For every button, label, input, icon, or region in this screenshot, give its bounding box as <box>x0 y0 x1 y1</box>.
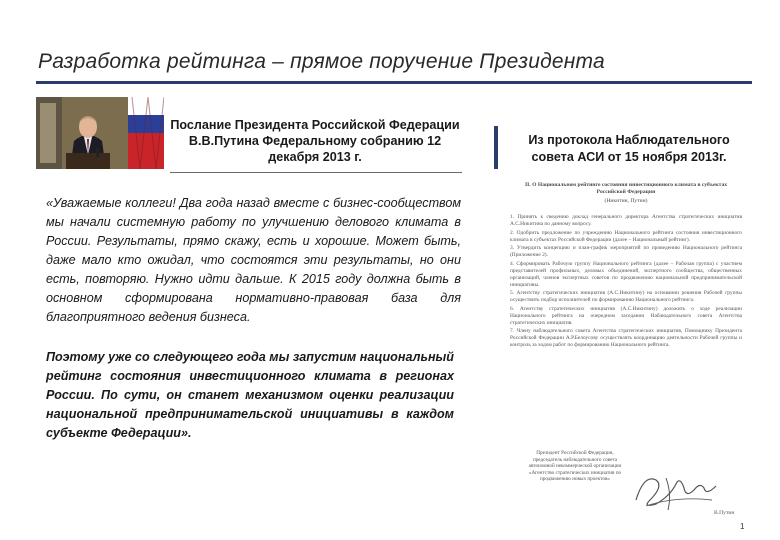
doc-heading <box>514 182 738 205</box>
doc-paragraph: 3. Утвердить концепцию и план-график мероприятий по проведению Национального рейтинга (Приложение 2). <box>510 245 742 258</box>
speech-quote-part1: «Уважаемые коллеги! Два года назад вместе с бизнес-сообществом мы начали системную работу по улучшению делового климата в России. Результаты, прямо скажу, есть и хорошие. Может быть, даже мало кто ожидал, что состоятся эти результаты, но они есть, повторяю. Нужно идти дальше. К 2015 году должна быть в основном сформирована нормативно-правовая база для благоприятного ведения бизнеса. <box>46 196 461 324</box>
protocol-accent-bar <box>494 126 498 169</box>
title-underline <box>36 81 752 84</box>
speech-quote-part2: Поэтому уже со следующего года мы запустим национальный рейтинг состояния инвестиционного климата в регионах России. По сути, он станет механизмом оценки реализации национальной предпринимательской инициативы в каждом субъекте Федерации». <box>46 350 454 440</box>
doc-heading-text: II. О Национальном рейтинге состояния инвестиционного климата в субъектах Российской Федерации <box>524 182 728 195</box>
handwritten-signature <box>626 466 726 516</box>
doc-heading-note: (Никитин, Путин) <box>604 198 648 204</box>
protocol-document-scan <box>500 180 752 520</box>
doc-signature-block: Президент Российской Федерации, председатель наблюдательного совета автономной некоммерческой организации «Агентство стратегических инициатив по продвижению новых проектов» <box>528 450 622 482</box>
protocol-caption: Из протокола Наблюдательного совета АСИ от 15 ноября 2013г. <box>528 133 730 164</box>
speech-caption-divider <box>170 172 462 173</box>
doc-signature-name: В.Путин <box>714 510 735 516</box>
doc-paragraph: 7. Члену наблюдательного совета Агентства стратегических инициатив, Помощнику Президента Российской Федерации А.Р.Белоусову осуществлять координацию деятельности Рабочей группы и контроль за ходом работ по формированию Национального рейтинга. <box>510 328 742 348</box>
slide-title: Разработка рейтинга – прямое поручение Президента <box>38 50 605 73</box>
doc-body <box>510 214 742 351</box>
photo-illustration <box>36 97 164 169</box>
page-number: 1 <box>740 522 745 531</box>
speech-caption: Послание Президента Российской Федерации В.В.Путина Федеральному собранию 12 декабря 2013 г. <box>170 118 460 164</box>
doc-paragraph: 6. Агентству стратегических инициатив (А.С.Никитину) доложить о ходе реализации Национального рейтинга на очередном заседании Наблюдательного совета Агентства стратегических инициатив. <box>510 305 742 326</box>
doc-paragraph: 5. Агентству стратегических инициатив (А.С.Никитину) на основании решения Рабочей группы осуществить подбор исполнителей по формированию Национального рейтинга. <box>510 290 742 303</box>
president-photo <box>36 97 164 169</box>
doc-paragraph: 4. Сформировать Рабочую группу Национального рейтинга (далее – Рабочая группа) с участием представителей профильных, деловых объединений, экспертного сообщества, общественных организаций, членов экспертных советов по продвижению национальной предпринимательской инициативы. <box>510 260 742 288</box>
doc-paragraph: 2. Одобрить предложение по учреждению Национального рейтинга состояния инвестиционного климата в субъектах Российской Федерации (далее – Национальный рейтинг). <box>510 229 742 243</box>
doc-paragraph: 1. Принять к сведению доклад генерального директора Агентства стратегических инициатив А.С.Никитина по данному вопросу. <box>510 214 742 227</box>
